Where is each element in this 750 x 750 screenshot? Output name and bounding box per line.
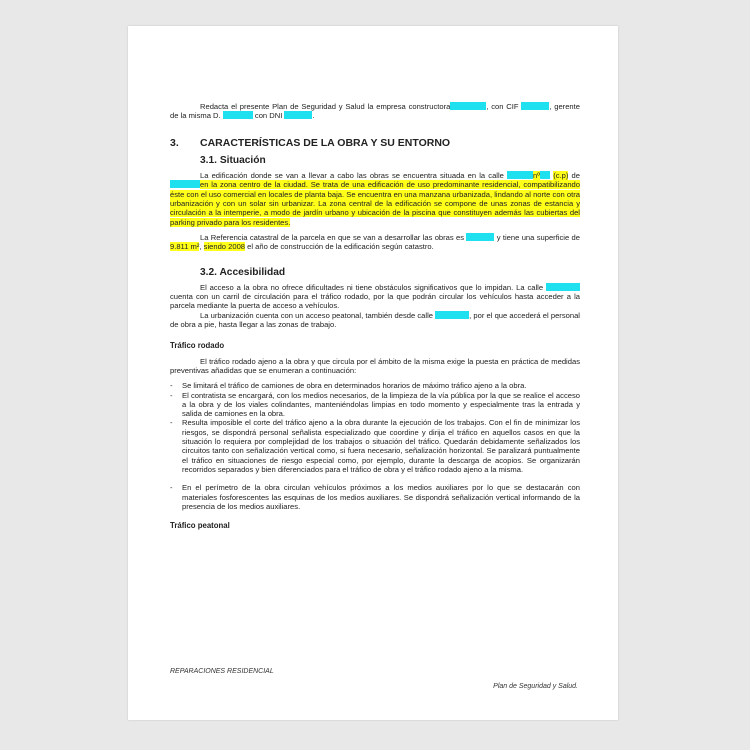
document-body (170, 102, 580, 536)
intro-paragraph (170, 102, 580, 121)
intro-text-c: , gerente de la misma D. (170, 102, 580, 121)
document-page (128, 26, 618, 720)
footer-doc-title: Plan de Seguridad y Salud. (493, 683, 578, 690)
accesibilidad-p2-b: cuenta con un carril de circulación para el tráfico rodado, por la que podrán circular los vehículos hasta acceder a la parcela mediante la puerta de acceso a vehículos. (170, 292, 580, 311)
situacion-p2-e: el año de construcción de la edificación según catastro. (247, 242, 434, 252)
cadastral-ref-field (466, 233, 494, 241)
trafico-peatonal-heading: Tráfico peatonal (170, 521, 230, 531)
trafico-rodado-heading: Tráfico rodado (170, 341, 225, 351)
situacion-paragraph-2: La Referencia catastral de la parcela en que se van a desarrollar las obras es y tiene una superficie de 9.811 m², siendo 2008 el año de construcción de la edificación según catastro. (170, 232, 580, 252)
list-item: - Resulta imposible el corte del tráfico ajeno a la obra durante la ejecución de los trabajos. Con el fin de minimizar los riesgos, se dispondrá personal señalista especializado que coordine y dirija el tráfico en aquellos casos en que la situación lo requiera por complejidad de los trabajos o situación del tráfico. Quedarán debidamente señalizados los circuitos tanto con señalización vertical como, si fuera necesario, señalización horizontal. Se paralizará puntualmente el tráfico en situaciones de riesgo especial como, por ejemplo, durante la descarga de acopios. Se organizarán recorridos separados y bien diferenciados para el tráfico de obra y el tráfico rodado ajeno a la misma. (170, 418, 580, 474)
accesibilidad-paragraph-1 (170, 283, 580, 311)
street-field (507, 171, 533, 179)
situacion-paragraph-1 (170, 171, 580, 227)
list-item: - El contratista se encargará, con los medios necesarios, de la limpieza de la vía pública por la que se realice el acceso a la obra y de los viales colindantes, manteniéndolas limpias en todo momento y especialmente tras la entrada y salida de camiones en la obra. (170, 391, 580, 419)
subsection-heading-accesibilidad: 3.2. Accesibilidad (200, 266, 286, 278)
accesibilidad-paragraph-2 (170, 311, 580, 330)
intro-text-b: , con CIF (486, 102, 519, 111)
situacion-p1-d: de (571, 171, 580, 181)
list-item: - Se limitará el tráfico de camiones de obra en determinados horarios de máximo tráfico ajeno a la obra. (170, 381, 580, 390)
situacion-p2-a: La Referencia catastral de la parcela en que se van a desarrollar las obras es (200, 232, 465, 242)
section-heading (170, 136, 580, 149)
intro-text-e: . (312, 111, 315, 121)
street-number-field (540, 171, 550, 179)
pedestrian-street-field (435, 311, 469, 319)
city-field (170, 180, 200, 188)
company-name-field (450, 102, 486, 110)
situacion-p1-c: (c.p) (553, 171, 569, 181)
access-street-field (546, 283, 580, 291)
intro-text-a: Redacta el presente Plan de Seguridad y Salud la empresa constructora (200, 102, 451, 111)
intro-text-d: con DNI (254, 111, 283, 121)
construction-year: siendo 2008 (203, 242, 246, 252)
trafico-rodado-intro: El tráfico rodado ajeno a la obra y que circula por el ámbito de la misma exige la puesta en práctica de medidas preventivas añadidas que se enumeran a continuación: (170, 356, 580, 375)
accesibilidad-p2-a: calle (527, 282, 544, 292)
accesibilidad-p1: El acceso a la obra no ofrece dificultades ni tiene obstáculos significativos que lo impidan. La (200, 282, 525, 292)
footer-company: REPARACIONES RESIDENCIAL (170, 668, 274, 675)
dni-field (284, 111, 315, 121)
list-item: - En el perímetro de la obra circulan vehículos próximos a los medios auxiliares por lo que se destacarán con materiales fosforescentes las esquinas de los medios auxiliares. Se dispondrá señalización vertical informando de la presencia de los medios auxiliares. (170, 483, 580, 511)
situacion-p1-a: La edificación donde se van a llevar a cabo las obras se encuentra situada en la calle (200, 171, 504, 181)
situacion-p2-b: y tiene una superficie de (496, 232, 580, 242)
situacion-p1-b: nº (533, 171, 541, 181)
accesibilidad-p3-b: , por el que accederá el personal de obra a pie, hasta llegar a las zonas de trabajo. (170, 310, 580, 330)
trafico-rodado-list (170, 381, 580, 511)
cif-field (521, 102, 549, 110)
section-title: CARACTERÍSTICAS DE LA OBRA Y SU ENTORNO (200, 136, 451, 149)
section-number: 3. (170, 136, 179, 149)
situacion-p1-e: en la zona centro de la ciudad. Se trata de una edificación de uso predominante residencial, compatibilizando éste con el uso comercial en locales de planta baja. Se encuentra en una manzana urbanizada, lindando al norte con otra urbanización y con un solar sin urbanizar. La zona central de la edificación se compone de unas zonas de estancia y circulación a la intemperie, a modo de jardín urbano y ubicación de la piscina que constituyen además las cubiertas del parking privado para los residentes. (170, 180, 580, 227)
manager-name-field (223, 111, 253, 119)
surface-value: 9.811 m² (170, 242, 200, 252)
subsection-heading-situacion: 3.1. Situación (200, 154, 266, 166)
accesibilidad-p3-a: La urbanización cuenta con un acceso peatonal, también desde calle (200, 310, 433, 320)
